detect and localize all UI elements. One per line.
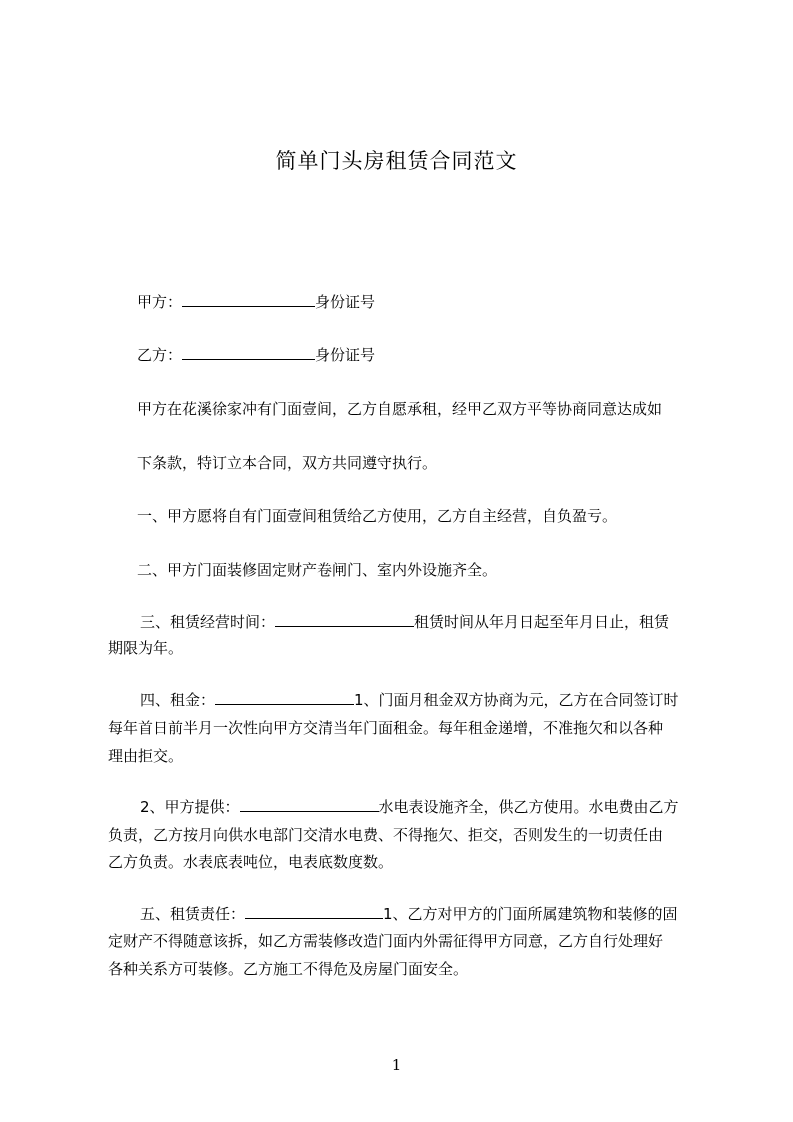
clause-3-line-1 [140, 612, 669, 632]
party-b-line [137, 345, 375, 365]
party-b-label: 乙方： [137, 346, 183, 364]
page-number: 1 [391, 1056, 402, 1074]
clause-4-rest: 1、门面月租金双方协商为元，乙方在合同签订时 [354, 691, 679, 709]
party-b-suffix: 身份证号 [315, 346, 376, 364]
clause-2: 二、甲方门面装修固定财产卷闸门、室内外设施齐全。 [137, 561, 498, 579]
clause-4-line-1 [140, 690, 679, 710]
clause-3-line-2: 期限为年。 [108, 639, 184, 657]
clause-5-rest: 1、乙方对甲方的门面所属建筑物和装修的固 [383, 905, 678, 923]
clause-4-2-line-2: 负责，乙方按月向供水电部门交清水电费、不得拖欠、拒交，否则发生的一切责任由 [108, 826, 664, 844]
clause-5-line-1 [140, 904, 678, 924]
party-a-suffix: 身份证号 [315, 293, 376, 311]
clause-5-line-2: 定财产不得随意该拆，如乙方需装修改造门面内外需征得甲方同意，乙方自行处理好 [108, 932, 664, 950]
clause-4-label: 四、租金： [140, 691, 216, 709]
document-title: 简单门头房租赁合同范文 [275, 149, 518, 173]
party-a-line [137, 292, 375, 312]
clause-4-line-2: 每年首日前半月一次性向甲方交清当年门面租金。每年租金递增，不准拖欠和以各种 [108, 719, 664, 737]
clause-5-label: 五、租赁责任： [140, 905, 246, 923]
clause-4-2-rest: 水电表设施齐全，供乙方使用。水电费由乙方 [378, 798, 679, 816]
clause-3-label: 三、租赁经营时间： [140, 613, 276, 631]
clause-4-2-line-3: 乙方负责。水表底表吨位，电表底数度数。 [108, 853, 394, 871]
party-b-blank [182, 345, 315, 360]
clause-4-blank [215, 690, 354, 705]
clause-4-2-label: 2、甲方提供： [140, 798, 240, 816]
clause-5-line-3: 各种关系方可装修。乙方施工不得危及房屋门面安全。 [108, 960, 469, 978]
intro-line-2: 下条款，特订立本合同，双方共同遵守执行。 [137, 454, 438, 472]
clause-5-blank [245, 904, 383, 919]
clause-4-2-line-1 [140, 797, 679, 817]
party-a-blank [182, 292, 315, 307]
clause-4-2-blank [240, 797, 379, 812]
clause-1: 一、甲方愿将自有门面壹间租赁给乙方使用，乙方自主经营，自负盈亏。 [137, 507, 618, 525]
party-a-label: 甲方： [137, 293, 183, 311]
clause-3-rest: 租赁时间从年月日起至年月日止，租赁 [414, 613, 670, 631]
clause-4-line-3: 理由拒交。 [108, 747, 184, 765]
clause-3-blank [275, 612, 414, 627]
intro-line-1: 甲方在花溪徐家冲有门面壹间，乙方自愿承租，经甲乙双方平等协商同意达成如 [137, 400, 663, 418]
